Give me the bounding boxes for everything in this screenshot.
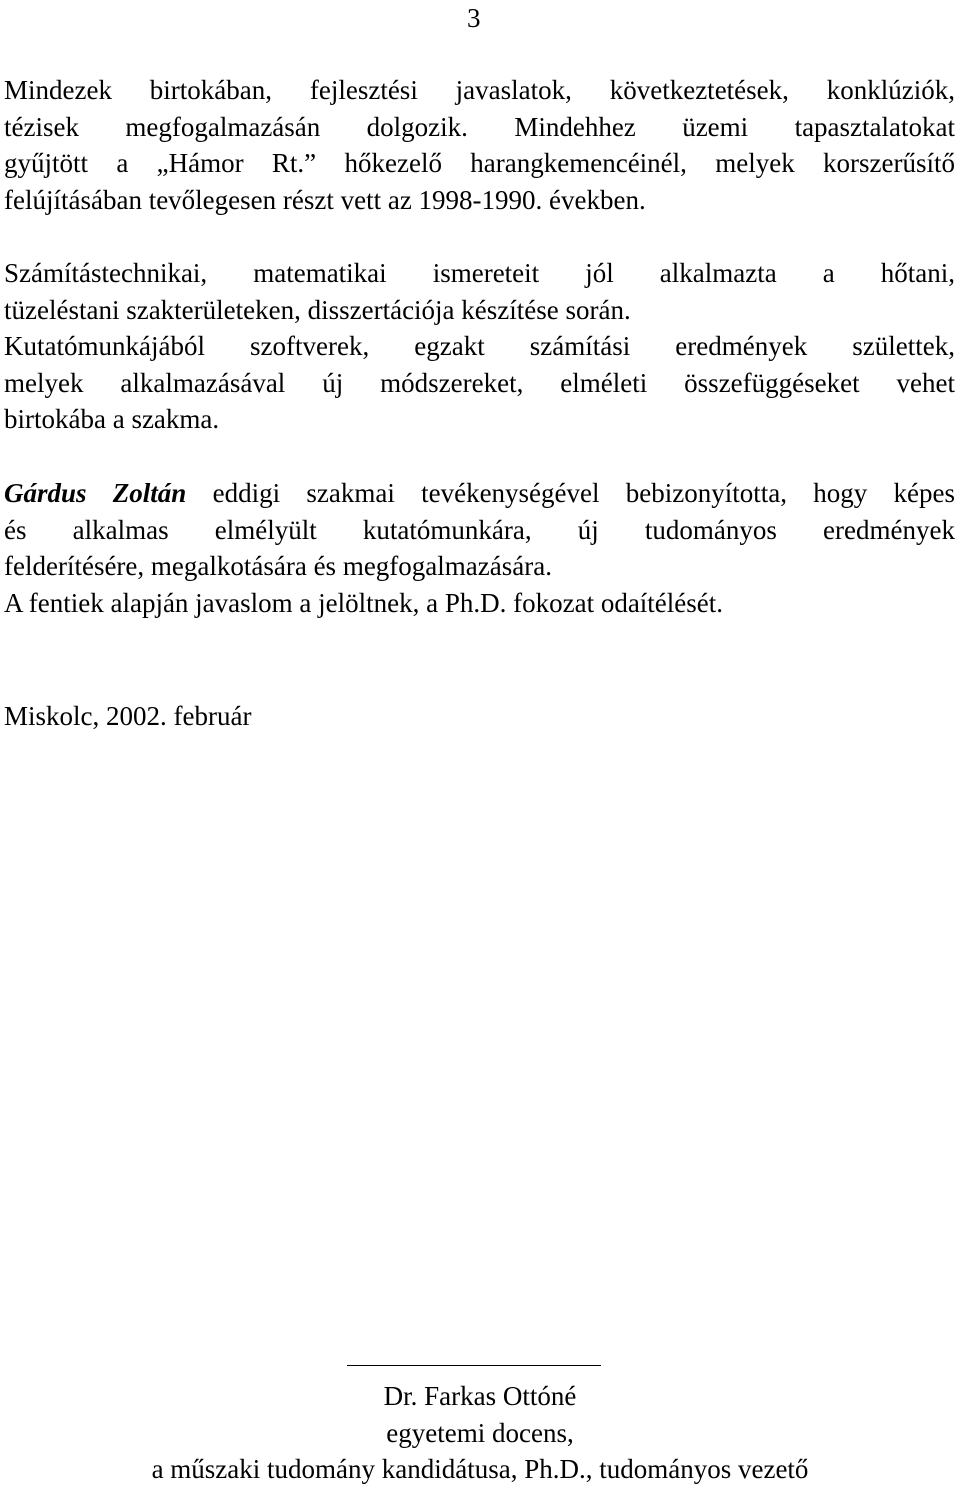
paragraph-progress <box>4 72 955 218</box>
place-date: Miskolc, 2002. február <box>4 701 252 731</box>
signature-line <box>347 1365 601 1366</box>
paragraph-line: Kutatómunkájából szoftverek, egzakt számítási eredmények születtek, <box>4 331 955 361</box>
paragraph-line: felújításában tevőlegesen részt vett az 1998-1990. években. <box>4 184 646 215</box>
paragraph-conclusion <box>4 475 955 621</box>
paragraph-line: Mindezek birtokában, fejlesztési javaslatok, következtetések, konklúziók, <box>4 75 955 105</box>
paragraph-line: melyek alkalmazásával új módszereket, elméleti összefüggéseket vehet <box>4 367 955 398</box>
paragraph-line: birtokába a szakma. <box>4 404 220 434</box>
paragraph-skills <box>4 255 955 438</box>
signature-block <box>0 1365 960 1488</box>
signer-name: Dr. Farkas Ottóné <box>383 1381 577 1411</box>
paragraph-line <box>4 475 955 512</box>
paragraph-line: tüzeléstani szakterületeken, disszertációja készítése során. <box>4 294 631 325</box>
paragraph-line: gyűjtött a „Hámor Rt.” hőkezelő harangkemencéinél, melyek korszerűsítő <box>4 148 955 178</box>
paragraph-line: tézisek megfogalmazásán dolgozik. Mindehhez üzemi tapasztalatokat <box>4 111 955 142</box>
signer-qualification: a műszaki tudomány kandidátusa, Ph.D., tudományos vezető <box>151 1454 809 1484</box>
signer-title: egyetemi docens, <box>386 1417 574 1448</box>
paragraph-line-rest: eddigi szakmai tevékenységével bebizonyította, hogy képes <box>186 478 956 508</box>
recommendation-line: A fentiek alapján javaslom a jelöltnek, a Ph.D. fokozat odaítélését. <box>4 587 724 618</box>
paragraph-line: felderítésére, megalkotására és megfogalmazására. <box>4 551 552 581</box>
paragraph-line: és alkalmas elmélyült kutatómunkára, új tudományos eredmények <box>4 514 955 545</box>
candidate-name: Gárdus Zoltán <box>4 478 187 508</box>
paragraph-line: Számítástechnikai, matematikai ismereteit jól alkalmazta a hőtani, <box>4 258 955 288</box>
page-number: 3 <box>467 3 481 33</box>
